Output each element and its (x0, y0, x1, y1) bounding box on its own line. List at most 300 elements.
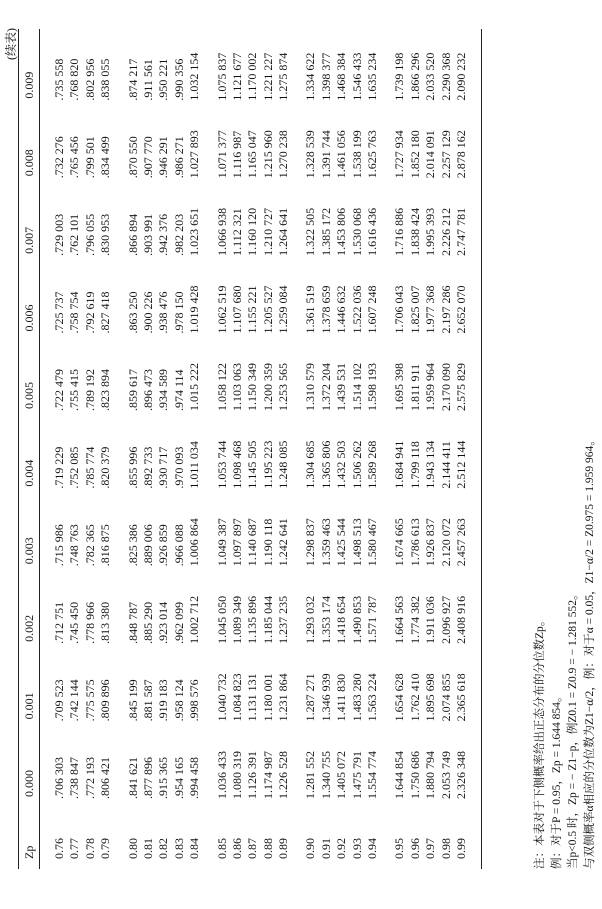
table-cell: 1.695 398 (392, 363, 407, 412)
table-cell: 1.264 641 (276, 207, 291, 256)
table-cell: .982 203 (171, 213, 186, 256)
table-cell: 1.506 262 (349, 440, 364, 489)
table-cell: .950 221 (156, 58, 171, 101)
table-cell: 1.959 964 (423, 363, 438, 412)
table-cell: 1.098 468 (229, 440, 244, 489)
table-row (276, 29, 291, 869)
group-gap (203, 29, 215, 869)
table-cell: 1.372 204 (318, 363, 333, 412)
table-cell: .735 558 (52, 58, 66, 101)
table-row (261, 29, 276, 869)
table-cell: 1.170 002 (245, 52, 260, 101)
table-row (126, 29, 141, 869)
row-zp: 0.76 (52, 838, 66, 859)
header-col: 0.005 (22, 382, 36, 410)
header-col: 0.001 (22, 692, 36, 720)
table-cell: .863 250 (125, 291, 140, 334)
table-cell: 1.066 938 (214, 207, 229, 256)
table-cell: .802 956 (82, 58, 97, 101)
table-cell: 1.097 897 (229, 518, 244, 567)
table-cell: 2.074 855 (438, 673, 453, 722)
table-cell: .796 055 (82, 213, 97, 256)
table-cell: 2.290 368 (438, 52, 453, 101)
table-row (141, 29, 156, 869)
table-cell: 2.747 781 (453, 207, 468, 256)
table-cell: 1.359 463 (318, 518, 333, 567)
table-cell: 1.398 377 (318, 52, 333, 101)
table-row (392, 29, 407, 869)
table-row (439, 29, 454, 869)
table-cell: 1.195 223 (260, 440, 275, 489)
table-cell: 1.346 939 (318, 673, 333, 722)
table-cell: .926 859 (156, 524, 171, 567)
table-cell: 1.210 727 (260, 207, 275, 256)
row-zp: 0.99 (453, 838, 468, 859)
table-cell: .816 875 (98, 524, 113, 567)
table-cell: 1.514 102 (349, 363, 364, 412)
table-cell: 1.607 248 (365, 285, 380, 334)
table-cell: 1.053 744 (214, 440, 229, 489)
table-cell: 1.032 154 (187, 52, 202, 101)
table-cell: 1.411 830 (334, 673, 349, 722)
table-cell: .978 150 (171, 291, 186, 334)
table-row (230, 29, 245, 869)
table-cell: 2.120 072 (438, 518, 453, 567)
table-cell: .758 754 (67, 291, 82, 334)
table-cell: 1.644 854 (392, 751, 407, 799)
table-cell: 1.727 934 (392, 130, 407, 179)
table-cell: .998 576 (187, 679, 202, 722)
table-row (334, 29, 349, 869)
quantile-table (18, 29, 482, 869)
table-cell: .877 896 (140, 757, 155, 799)
table-cell: 1.340 755 (318, 751, 333, 799)
table-cell: 1.237 235 (276, 595, 291, 644)
table-cell: .825 386 (125, 524, 140, 567)
table-cell: 1.180 001 (260, 673, 275, 722)
table-cell: .845 199 (125, 679, 140, 722)
table-cell: .986 271 (171, 136, 186, 179)
table-cell: 1.150 349 (245, 363, 260, 412)
table-cell: .752 085 (67, 446, 82, 489)
table-cell: 1.027 893 (187, 130, 202, 179)
table-cell: 1.231 864 (276, 673, 291, 722)
table-cell: 1.226 528 (276, 751, 291, 799)
table-cell: 1.155 221 (245, 285, 260, 334)
row-zp: 0.79 (98, 838, 113, 859)
table-cell: .709 523 (52, 679, 66, 722)
table-cell: 1.453 806 (334, 207, 349, 256)
table-cell: .806 421 (98, 757, 113, 799)
table-row (423, 29, 438, 869)
table-cell: 1.089 349 (229, 595, 244, 644)
table-cell: 1.103 063 (229, 363, 244, 412)
table-cell: 1.461 056 (334, 130, 349, 179)
table-cell: 2.408 916 (453, 595, 468, 644)
table-cell: .900 226 (140, 291, 155, 334)
row-zp: 0.98 (438, 838, 453, 859)
header-col: 0.007 (22, 226, 36, 254)
table-cell: .881 587 (140, 679, 155, 722)
table-cell: 1.293 032 (303, 595, 318, 644)
table-cell: 1.062 519 (214, 285, 229, 334)
table-row (52, 29, 67, 869)
table-row (454, 29, 469, 869)
header-col: 0.008 (22, 149, 36, 177)
table-cell: 1.045 050 (214, 595, 229, 644)
row-zp: 0.88 (260, 838, 275, 859)
table-cell: 1.425 544 (334, 518, 349, 567)
table-cell: .742 144 (67, 679, 82, 722)
table-cell: .792 619 (82, 291, 97, 334)
group-gap (469, 29, 481, 869)
table-cell: 1.563 224 (365, 673, 380, 722)
table-cell: 1.895 698 (423, 673, 438, 722)
table-cell: .990 356 (171, 58, 186, 101)
table-cell: 1.439 531 (334, 363, 349, 412)
row-zp: 0.80 (125, 838, 140, 859)
table-cell: .915 365 (156, 757, 171, 799)
table-cell: 1.116 987 (229, 130, 244, 179)
table-cell: .885 290 (140, 601, 155, 644)
row-zp: 0.91 (318, 838, 333, 859)
table-cell: 2.652 070 (453, 285, 468, 334)
table-cell: 1.011 034 (187, 441, 202, 489)
table-cell: .813 380 (98, 601, 113, 644)
table-cell: 1.287 271 (303, 673, 318, 722)
table-cell: 1.706 043 (392, 285, 407, 334)
table-cell: 2.575 829 (453, 363, 468, 412)
table-cell: 1.075 837 (214, 52, 229, 101)
group-gap (40, 29, 52, 869)
table-cell: 1.498 513 (349, 518, 364, 567)
row-zp: 0.77 (67, 838, 82, 859)
table-cell: 1.530 068 (349, 207, 364, 256)
table-cell: .775 575 (82, 679, 97, 722)
table-cell: .745 450 (67, 601, 82, 644)
table-cell: .841 621 (125, 757, 140, 799)
header-col: 0.006 (22, 304, 36, 332)
table-cell: 1.275 874 (276, 52, 291, 101)
table-cell: .848 787 (125, 601, 140, 644)
table-cell: 1.036 433 (214, 751, 229, 799)
table-cell: .834 499 (98, 136, 113, 179)
table-cell: 1.911 036 (423, 596, 438, 644)
table-cell: .942 376 (156, 213, 171, 256)
table-cell: .859 617 (125, 369, 140, 412)
table-cell: 1.190 118 (260, 518, 275, 567)
table-cell: 1.185 044 (260, 595, 275, 644)
table-cell: 1.310 579 (303, 363, 318, 412)
table-cell: 1.866 296 (407, 52, 422, 101)
table-cell: .946 291 (156, 136, 171, 179)
table-notes (532, 434, 598, 869)
table-cell: 1.135 896 (245, 595, 260, 644)
table-cell: 1.165 047 (245, 130, 260, 179)
table-cell: 1.405 072 (334, 751, 349, 799)
table-cell: .712 751 (52, 601, 66, 644)
table-row (319, 29, 334, 869)
table-cell: 1.674 665 (392, 518, 407, 567)
table-cell: 1.554 774 (365, 751, 380, 799)
table-cell: 1.786 613 (407, 518, 422, 567)
table-cell: 1.664 563 (392, 595, 407, 644)
group-gap (114, 29, 126, 869)
table-row (245, 29, 260, 869)
table-cell: .823 894 (98, 369, 113, 412)
table-cell: 2.014 091 (423, 130, 438, 179)
table-cell: 1.281 552 (303, 751, 318, 799)
table-cell: 1.799 118 (407, 441, 422, 489)
table-cell: 1.654 628 (392, 673, 407, 722)
group-gap (380, 29, 392, 869)
table-cell: 2.257 129 (438, 130, 453, 179)
continued-label: (续表) (4, 28, 18, 60)
table-cell: 2.090 232 (453, 52, 468, 101)
table-row (350, 29, 365, 869)
table-cell: 1.762 410 (407, 673, 422, 722)
table-cell: .874 217 (125, 58, 140, 101)
table-cell: .768 820 (67, 58, 82, 101)
table-cell: 1.616 436 (365, 207, 380, 256)
row-zp: 0.94 (365, 838, 380, 859)
row-zp: 0.92 (334, 838, 349, 859)
table-cell: .903 991 (140, 213, 155, 256)
table-cell: 1.750 686 (407, 751, 422, 799)
bottom-rule (481, 29, 482, 869)
table-cell: .827 418 (98, 291, 113, 334)
header-col: 0.000 (22, 770, 36, 797)
row-zp: 0.90 (303, 838, 318, 859)
table-cell: 1.468 384 (334, 52, 349, 101)
table-cell: 1.852 180 (407, 130, 422, 179)
table-cell: 1.378 659 (318, 285, 333, 334)
table-cell: 2.197 286 (438, 285, 453, 334)
table-cell: 1.270 238 (276, 130, 291, 179)
row-zp: 0.78 (82, 838, 97, 859)
table-cell: .755 415 (67, 369, 82, 412)
table-cell: 2.226 212 (438, 207, 453, 256)
table-row (172, 29, 187, 869)
table-cell: 1.023 651 (187, 207, 202, 256)
table-cell: .778 966 (82, 601, 97, 644)
table-cell: .809 896 (98, 679, 113, 722)
table-cell: 2.170 090 (438, 363, 453, 412)
table-cell: 1.522 036 (349, 285, 364, 334)
table-cell: 1.391 744 (318, 130, 333, 179)
table-cell: .954 165 (171, 757, 186, 799)
table-cell: 2.033 520 (423, 52, 438, 101)
table-cell: 2.053 749 (438, 751, 453, 799)
table-cell: 1.298 837 (303, 518, 318, 567)
table-cell: .919 183 (156, 679, 171, 722)
table-cell: 1.112 321 (229, 208, 244, 256)
table-cell: 1.589 268 (365, 440, 380, 489)
table-cell: 1.049 387 (214, 518, 229, 567)
table-cell: .729 003 (52, 213, 66, 256)
table-cell: .911 561 (140, 59, 155, 101)
table-cell: 1.353 174 (318, 595, 333, 644)
table-cell: .830 953 (98, 213, 113, 256)
table-header (19, 29, 39, 869)
table-cell: 1.943 134 (423, 440, 438, 489)
table-cell: .958 124 (171, 679, 186, 722)
table-cell: .966 088 (171, 524, 186, 567)
table-cell: 1.200 359 (260, 363, 275, 412)
table-cell: 1.002 712 (187, 595, 202, 644)
table-cell: 1.107 680 (229, 285, 244, 334)
table-cell: 1.625 763 (365, 130, 380, 179)
header-zp: Zp (22, 845, 36, 859)
table-cell: .772 193 (82, 757, 97, 799)
table-cell: .715 986 (52, 524, 66, 567)
table-row (215, 29, 230, 869)
table-cell: 1.446 632 (334, 285, 349, 334)
header-col: 0.003 (22, 537, 36, 565)
table-cell: .870 550 (125, 136, 140, 179)
table-cell: 2.096 927 (438, 595, 453, 644)
table-cell: 1.131 131 (245, 673, 260, 722)
table-cell: 1.221 227 (260, 52, 275, 101)
table-row (365, 29, 380, 869)
table-cell: .994 458 (187, 757, 202, 799)
table-cell: 1.126 391 (245, 751, 260, 799)
header-col: 0.009 (22, 71, 36, 99)
table-cell: 1.215 960 (260, 130, 275, 179)
table-cell: 1.483 280 (349, 673, 364, 722)
table-cell: 1.365 806 (318, 440, 333, 489)
table-cell: 1.811 911 (407, 363, 422, 412)
row-zp: 0.83 (171, 838, 186, 859)
table-cell: 1.019 428 (187, 285, 202, 334)
table-cell: 1.174 987 (260, 751, 275, 799)
note-line: 例：对于P = 0.95，Zp = 1.644 854。 (550, 690, 563, 869)
table-row (156, 29, 171, 869)
table-row (408, 29, 423, 869)
table-cell: 1.259 084 (276, 285, 291, 334)
table-cell: 1.248 085 (276, 440, 291, 489)
table-cell: 2.326 348 (453, 751, 468, 799)
table-cell: 1.205 527 (260, 285, 275, 334)
table-cell: 1.006 864 (187, 518, 202, 567)
table-cell: 1.304 685 (303, 440, 318, 489)
table-cell: .719 229 (52, 446, 66, 489)
table-cell: .923 014 (156, 601, 171, 644)
row-zp: 0.81 (140, 838, 155, 859)
table-cell: 1.322 505 (303, 207, 318, 256)
table-cell: 1.475 791 (349, 751, 364, 799)
table-row (303, 29, 318, 869)
table-cell: .782 365 (82, 524, 97, 567)
table-cell: 1.838 424 (407, 207, 422, 256)
table-cell: 1.580 467 (365, 518, 380, 567)
table-cell: 1.334 622 (303, 52, 318, 101)
row-zp: 0.95 (392, 838, 407, 859)
row-zp: 0.96 (407, 838, 422, 859)
table-cell: 1.546 433 (349, 52, 364, 101)
table-cell: 1.995 393 (423, 207, 438, 256)
row-zp: 0.97 (423, 838, 438, 859)
row-zp: 0.89 (276, 838, 291, 859)
table-cell: .799 501 (82, 136, 97, 179)
table-cell: .838 055 (98, 58, 113, 101)
table-cell: 1.926 837 (423, 518, 438, 567)
row-zp: 0.87 (245, 838, 260, 859)
table-cell: 1.080 319 (229, 751, 244, 799)
table-cell: 1.432 503 (334, 440, 349, 489)
row-zp: 0.82 (156, 838, 171, 859)
table-cell: 1.739 198 (392, 52, 407, 101)
table-cell: .706 303 (52, 757, 66, 799)
table-cell: .722 479 (52, 369, 66, 412)
table-cell: 1.145 505 (245, 440, 260, 489)
table-cell: 1.121 677 (229, 52, 244, 101)
table-cell: 1.071 377 (214, 130, 229, 179)
table-cell: 2.878 162 (453, 130, 468, 179)
table-cell: .892 733 (140, 446, 155, 489)
table-cell: 1.684 941 (392, 440, 407, 489)
table-cell: 1.571 787 (365, 595, 380, 644)
row-zp: 0.84 (187, 838, 202, 859)
table-cell: 1.160 120 (245, 207, 260, 256)
table-cell: .738 847 (67, 757, 82, 799)
table-cell: 1.716 886 (392, 207, 407, 256)
table-cell: .970 093 (171, 446, 186, 489)
table-cell: .732 276 (52, 136, 66, 179)
table-cell: 1.140 687 (245, 518, 260, 567)
table-cell: 1.825 007 (407, 285, 422, 334)
table-cell: 1.880 794 (423, 751, 438, 799)
table-cell: 1.058 122 (214, 363, 229, 412)
table-cell: .930 717 (156, 446, 171, 489)
table-cell: 1.361 519 (303, 285, 318, 334)
table-cell: .789 192 (82, 369, 97, 412)
table-cell: .907 770 (140, 136, 155, 179)
table-row (187, 29, 202, 869)
table-cell: 1.242 641 (276, 518, 291, 567)
row-zp: 0.93 (349, 838, 364, 859)
header-col: 0.004 (22, 459, 36, 487)
note-line: 与双侧概率α相应的分位数为Z1−α/2，例：对于α = 0.05，Z1−α/2 = Z0.975 = 1.959 964。 (583, 434, 596, 869)
table-cell: 2.457 263 (453, 518, 468, 567)
table-row (67, 29, 82, 869)
table-cell: .866 894 (125, 213, 140, 256)
table-cell: .855 996 (125, 446, 140, 489)
table-cell: 1.253 565 (276, 363, 291, 412)
table-cell: .785 774 (82, 446, 97, 489)
table-cell: .938 476 (156, 291, 171, 334)
table-cell: 1.635 234 (365, 52, 380, 101)
table-cell: 1.598 193 (365, 363, 380, 412)
table-cell: .974 114 (171, 369, 186, 412)
table-cell: 2.144 411 (438, 441, 453, 489)
table-cell: .748 763 (67, 524, 82, 567)
table-cell: .896 473 (140, 369, 155, 412)
table-cell: .765 456 (67, 136, 82, 179)
table-row (98, 29, 113, 869)
table-cell: .934 589 (156, 369, 171, 412)
header-col: 0.002 (22, 614, 36, 642)
row-zp: 0.85 (214, 838, 229, 859)
note-line: 注：本表对于下侧概率给出正态分布的分位数Zp。 (534, 614, 546, 869)
table-cell: .962 099 (171, 601, 186, 644)
table-cell: 1.040 732 (214, 673, 229, 722)
row-zp: 0.86 (229, 838, 244, 859)
table-cell: 1.490 853 (349, 595, 364, 644)
table-cell: 1.774 382 (407, 595, 422, 644)
table-cell: .725 737 (52, 291, 66, 334)
table-cell: .762 101 (67, 213, 82, 256)
